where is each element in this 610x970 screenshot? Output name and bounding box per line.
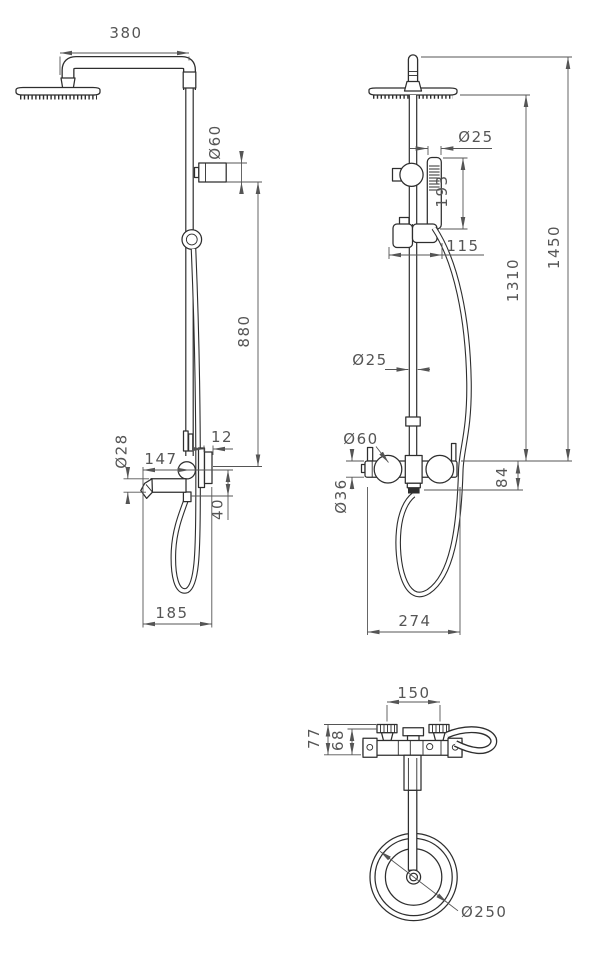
- dim-handshower-len: 193: [433, 174, 451, 208]
- shower-head-front: [369, 82, 457, 98]
- spout-side: [141, 479, 186, 499]
- dim-valve-drop: 84: [493, 465, 511, 489]
- diverter-knob-front: [393, 163, 424, 186]
- dim-arm-reach: 380: [109, 24, 143, 42]
- dim-valve-trim-dia: Ø60: [343, 430, 379, 448]
- side-dimensions: [60, 24, 262, 628]
- riser-pipe-front: [406, 95, 420, 461]
- handshower-holder-side: [182, 230, 202, 250]
- dim-head-height: 1310: [504, 257, 522, 303]
- valve-top: [363, 738, 462, 757]
- head-fitting: [405, 82, 422, 92]
- side-view: [16, 24, 262, 628]
- handles-top: [377, 725, 449, 742]
- left-handle-trim: [374, 455, 402, 483]
- dim-overall-height: 1450: [545, 224, 563, 270]
- diverter-knob-side: [195, 163, 227, 182]
- spout-plan: [404, 755, 421, 790]
- dim-riser-dia: Ø25: [352, 351, 388, 369]
- dim-bracket-width: 115: [446, 237, 480, 255]
- dim-handshower-dia: Ø25: [458, 128, 494, 146]
- dim-riser-height: 880: [235, 314, 253, 348]
- dim-diverter-dia: Ø60: [206, 124, 224, 160]
- dim-spout-reach: 147: [144, 450, 178, 468]
- front-view: [332, 57, 572, 635]
- dim-head-dia: Ø250: [461, 903, 508, 921]
- dim-spout-drop: 40: [208, 497, 227, 521]
- dim-valve-span: 274: [398, 612, 432, 630]
- dim-spout-dia: Ø28: [112, 433, 131, 469]
- dim-overall-reach: 185: [155, 604, 189, 622]
- shower-head-side: [16, 78, 100, 98]
- hose-outlet: [408, 488, 420, 494]
- dim-handle-spacing: 150: [397, 684, 431, 702]
- shower-arm: [68, 63, 190, 91]
- riser-plan: [408, 790, 416, 870]
- shower-head-plan: [370, 755, 457, 920]
- top-view: [305, 684, 507, 921]
- top-dimensions: [305, 684, 507, 921]
- dim-depth-body: 68: [329, 728, 347, 752]
- dim-depth-overall: 77: [305, 726, 323, 750]
- right-handle-trim: [426, 455, 454, 483]
- dim-valve-body-dia: Ø36: [332, 478, 350, 514]
- dim-wall-plate: 12: [210, 428, 234, 446]
